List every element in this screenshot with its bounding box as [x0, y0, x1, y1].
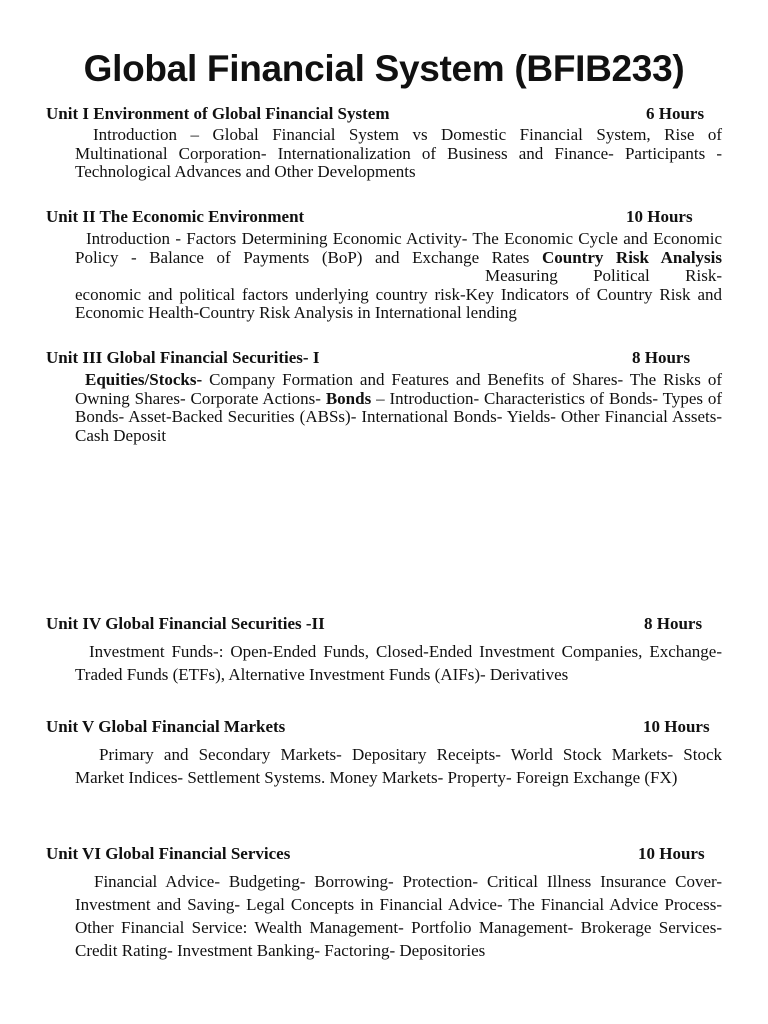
unit-4-heading: [46, 614, 722, 634]
document-title: Global Financial System (BFIB233): [83, 48, 685, 89]
unit-1-title: Unit I Environment of Global Financial System: [46, 104, 390, 123]
unit-3-title: Unit III Global Financial Securities- I: [46, 348, 320, 367]
unit-6-hours: 10 Hours: [638, 844, 705, 863]
unit-2-description: Introduction - Factors Determining Economic Activity- The Economic Cycle and Economic Policy - Balance of Payments (BoP) and Exchange Rates Country Risk Analysis Measuring Political Risk- economic and political factors underlying country risk-Key Indicators of Country Risk and Economic Health-Country Risk Analysis in International lending: [75, 229, 723, 322]
bonds-label: Bonds: [325, 388, 372, 408]
country-risk-analysis-heading: Country Risk Analysis: [541, 247, 723, 267]
unit-2-title: Unit II The Economic Environment: [46, 207, 305, 226]
unit-5-hours: 10 Hours: [643, 717, 710, 736]
unit-1-hours: 6 Hours: [646, 104, 705, 123]
unit-5-description: Primary and Secondary Markets- Depositary Receipts- World Stock Markets- Stock Market Indices- Settlement Systems. Money Markets- Property- Foreign Exchange (FX): [75, 745, 722, 787]
unit-4-hours: 8 Hours: [644, 614, 703, 633]
unit-1-heading: [46, 104, 722, 124]
unit-4-title: Unit IV Global Financial Securities -II: [46, 614, 325, 633]
unit-6-heading: [46, 844, 722, 864]
unit-3-heading: [46, 348, 722, 368]
unit-5-title: Unit V Global Financial Markets: [46, 717, 286, 736]
unit-5-heading: [46, 717, 722, 737]
unit-2-hours: 10 Hours: [626, 207, 693, 226]
unit-1-description: Introduction – Global Financial System vs Domestic Financial System, Rise of Multinational Corporation- Internationalization of Business and Finance- Participants - Technological Advances and Other Developments: [75, 125, 722, 181]
equities-stocks-label: Equities/Stocks-: [85, 370, 203, 389]
unit-6-title: Unit VI Global Financial Services: [46, 844, 291, 863]
unit-4-description: Investment Funds-: Open-Ended Funds, Closed-Ended Investment Companies, Exchange-Traded Funds (ETFs), Alternative Investment Funds (AIFs)- Derivatives: [75, 642, 722, 684]
unit-2-heading: [46, 207, 722, 227]
unit-6-description: Financial Advice- Budgeting- Borrowing- Protection- Critical Illness Insurance Cover- Investment and Saving- Legal Concepts in Financial Advice- The Financial Advice Process- Other Financial Service: Wealth Management- Portfolio Management- Brokerage Services-Credit Rating- Investment Banking- Factoring- Depositories: [75, 872, 722, 960]
unit-3-description: Equities/Stocks- Company Formation and Features and Benefits of Shares- The Risks of Owning Shares- Corporate Actions- Bonds – Introduction- Characteristics of Bonds- Types of Bonds- Asset-Backed Securities (ABSs)- International Bonds- Yields- Other Financial Assets- Cash Deposit: [75, 370, 723, 445]
unit-3-hours: 8 Hours: [632, 348, 691, 367]
